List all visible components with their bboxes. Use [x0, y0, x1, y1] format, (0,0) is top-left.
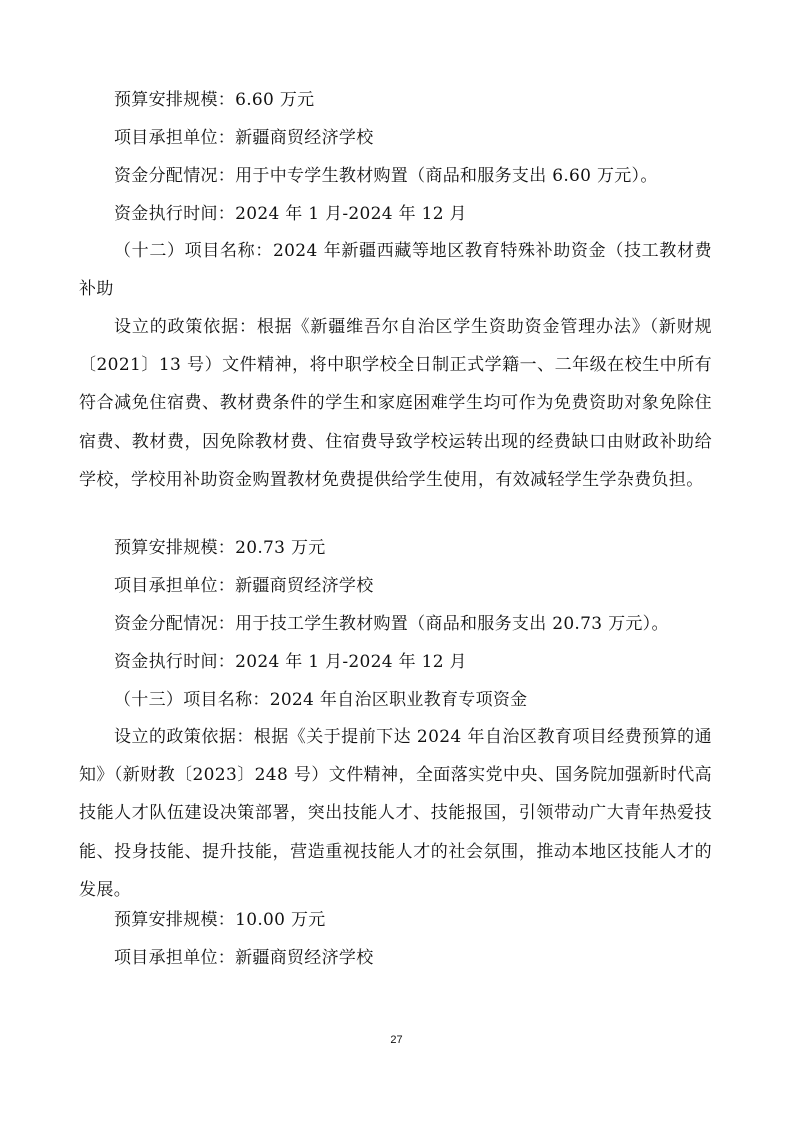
- budget-scale-line: 预算安排规模：6.60 万元: [114, 90, 315, 110]
- fund-allocation-line: 资金分配情况：用于技工学生教材购置（商品和服务支出 20.73 万元）。: [114, 614, 669, 634]
- project-unit-line: 项目承担单位：新疆商贸经济学校: [114, 128, 374, 148]
- budget-scale-line: 预算安排规模：10.00 万元: [114, 910, 326, 930]
- fund-allocation-line: 资金分配情况：用于中专学生教材购置（商品和服务支出 6.60 万元）。: [114, 166, 658, 186]
- project-12-title: （十二）项目名称：2024 年新疆西藏等地区教育特殊补助资金（技工教材费补助: [79, 241, 712, 300]
- budget-scale-line: 预算安排规模：20.73 万元: [114, 538, 326, 558]
- project-13-title: （十三）项目名称：2024 年自治区职业教育专项资金: [114, 690, 528, 710]
- project-unit-line: 项目承担单位：新疆商贸经济学校: [114, 948, 374, 968]
- project-13-policy-basis: 设立的政策依据：根据《关于提前下达 2024 年自治区教育项目经费预算的通知》（新财教〔2023〕248 号）文件精神，全面落实党中央、国务院加强新时代高技能人才队伍建设决策部署，突出技能人才、技能报国，引领带动广大青年热爱技能、投身技能、提升技能，营造重视技能人才的社会氛围，推动本地区技能人才的发展。: [79, 727, 712, 900]
- execution-time-line: 资金执行时间：2024 年 1 月-2024 年 12 月: [114, 652, 467, 672]
- page-number: 27: [390, 1034, 403, 1046]
- execution-time-line: 资金执行时间：2024 年 1 月-2024 年 12 月: [114, 204, 467, 224]
- project-unit-line: 项目承担单位：新疆商贸经济学校: [114, 576, 374, 596]
- project-12-policy-basis: 设立的政策依据：根据《新疆维吾尔自治区学生资助资金管理办法》（新财规〔2021〕13 号）文件精神，将中职学校全日制正式学籍一、二年级在校生中所有符合减免住宿费、教材费条件的学生和家庭困难学生均可作为免费资助对象免除住宿费、教材费，因免除教材费、住宿费导致学校运转出现的经费缺口由财政补助给学校，学校用补助资金购置教材免费提供给学生使用，有效减轻学生学杂费负担。: [79, 317, 712, 490]
